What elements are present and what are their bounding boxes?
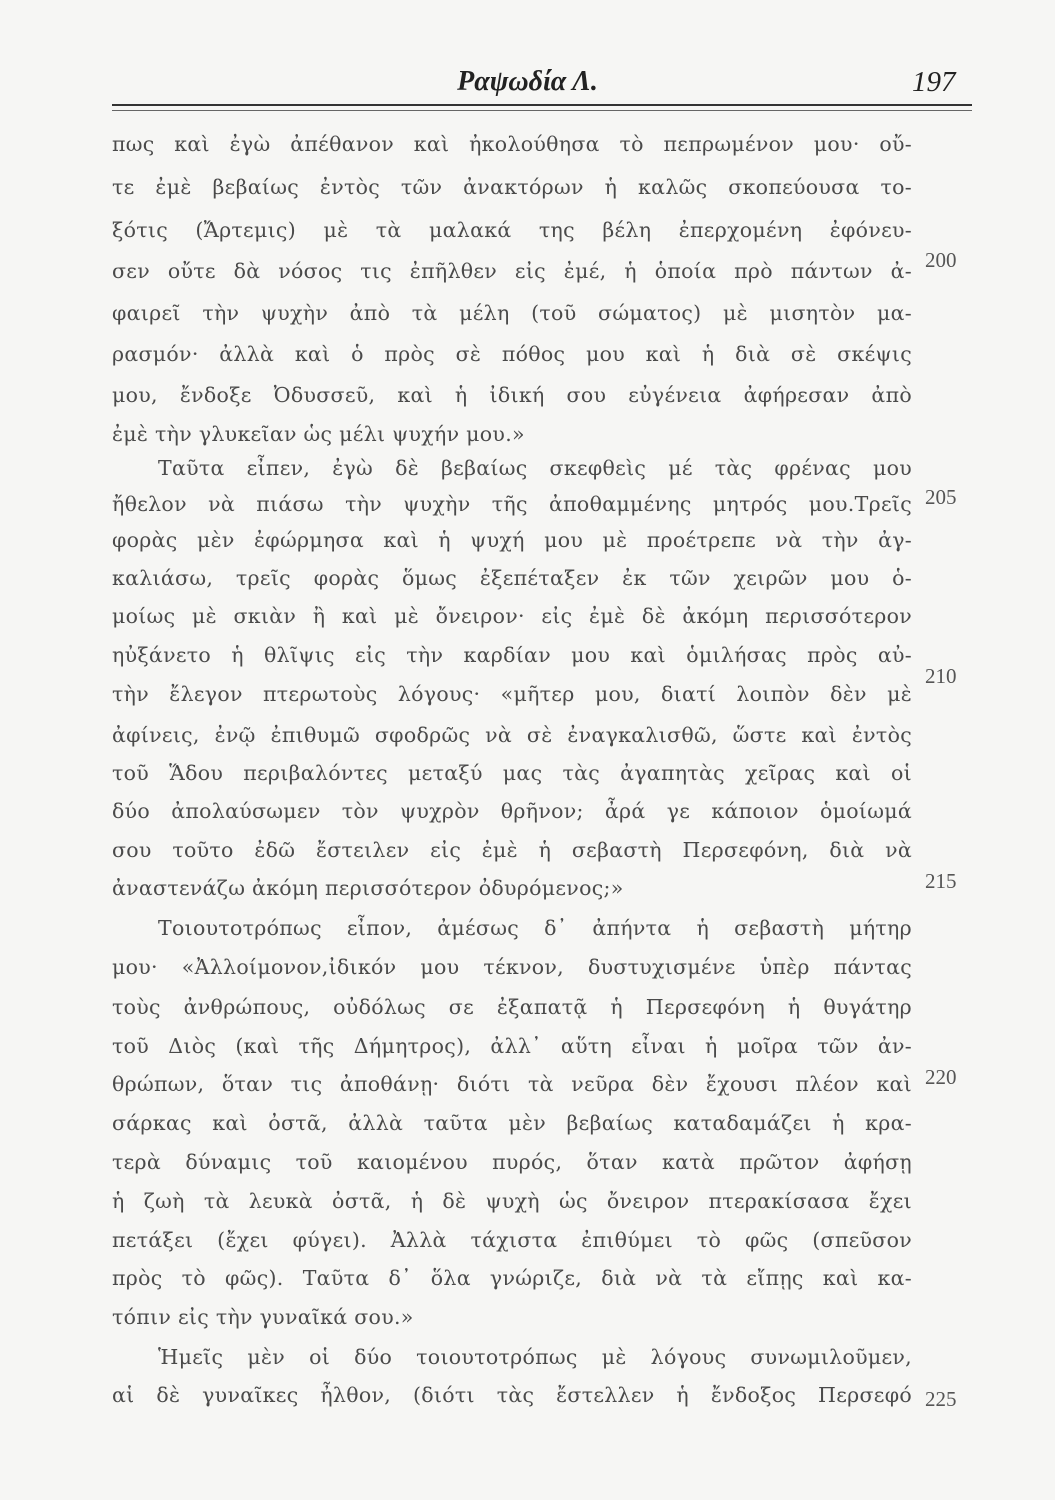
text-line: ἡ ζωὴ τὰ λευκὰ ὀστᾶ, ἡ δὲ ψυχὴ ὡς ὄνειρον πτερακίσασα ἔχει xyxy=(112,1189,912,1213)
text-line: τοῦ Ἅδου περιβαλόντες μεταξύ μας τὰς ἀγαπητὰς χεῖρας καὶ οἱ xyxy=(112,761,912,785)
text-line: τοὺς ἀνθρώπους, οὐδόλως σε ἐξαπατᾷ ἡ Περσεφόνη ἡ θυγάτηρ xyxy=(112,995,912,1019)
text-line: πως καὶ ἐγὼ ἀπέθανον καὶ ἠκολούθησα τὸ πεπρωμένον μου· οὔ- xyxy=(112,132,912,156)
header-rule xyxy=(112,104,972,106)
text-line: Ἡμεῖς μὲν οἱ δύο τοιουτοτρόπως μὲ λόγους συνωμιλοῦμεν, xyxy=(158,1345,912,1369)
text-line: Ταῦτα εἶπεν, ἐγὼ δὲ βεβαίως σκεφθεὶς μέ τὰς φρένας μου xyxy=(158,456,912,480)
text-line: Τοιουτοτρόπως εἶπον, ἀμέσως δ᾽ ἀπήντα ἡ σεβαστὴ μήτηρ xyxy=(158,916,912,940)
text-line: ηὐξάνετο ἡ θλῖψις εἰς τὴν καρδίαν μου καὶ ὁμιλήσας πρὸς αὐ- xyxy=(112,643,912,667)
text-line: τὴν ἔλεγον πτερωτοὺς λόγους· «μῆτερ μου, διατί λοιπὸν δὲν μὲ xyxy=(112,682,912,706)
text-line: θρώπων, ὅταν τις ἀποθάνῃ· διότι τὰ νεῦρα δὲν ἔχουσι πλέον καὶ xyxy=(112,1072,912,1096)
header-rule-thin xyxy=(112,110,972,111)
text-line: καλιάσω, τρεῖς φορὰς ὅμως ἐξεπέταξεν ἐκ τῶν χειρῶν μου ὁ- xyxy=(112,566,912,590)
text-line: ξότις (Ἄρτεμις) μὲ τὰ μαλακά της βέλη ἐπερχομένη ἐφόνευ- xyxy=(112,218,912,242)
text-line: πετάξει (ἔχει φύγει). Ἀλλὰ τάχιστα ἐπιθύμει τὸ φῶς (σπεῦσον xyxy=(112,1228,912,1252)
text-line: ἤθελον νὰ πιάσω τὴν ψυχὴν τῆς ἀποθαμμένης μητρός μου.Τρεῖς xyxy=(112,492,912,516)
text-line: τόπιν εἰς τὴν γυναῖκά σου.» xyxy=(112,1305,414,1329)
text-line: πρὸς τὸ φῶς). Ταῦτα δ᾽ ὅλα γνώριζε, διὰ νὰ τὰ εἴπῃς καὶ κα- xyxy=(112,1266,912,1290)
text-line: μου, ἔνδοξε Ὀδυσσεῦ, καὶ ἡ ἰδική σου εὐγένεια ἀφήρεσαν ἀπὸ xyxy=(112,383,912,407)
text-line: ἀναστενάζω ἀκόμη περισσότερον ὀδυρόμενος;» xyxy=(112,876,624,900)
line-number: 225 xyxy=(925,1387,957,1411)
text-line: σου τοῦτο ἐδῶ ἔστειλεν εἰς ἐμὲ ἡ σεβαστὴ Περσεφόνη, διὰ νὰ xyxy=(112,838,912,862)
text-line: ἀφίνεις, ἐνῷ ἐπιθυμῶ σφοδρῶς νὰ σὲ ἐναγκαλισθῶ, ὥστε καὶ ἐντὸς xyxy=(112,723,912,747)
text-line: σεν οὔτε δὰ νόσος τις ἐπῆλθεν εἰς ἐμέ, ἡ ὁποία πρὸ πάντων ἀ- xyxy=(112,259,912,283)
line-number: 200 xyxy=(925,248,957,272)
text-line: φαιρεῖ τὴν ψυχὴν ἀπὸ τὰ μέλη (τοῦ σώματος) μὲ μισητὸν μα- xyxy=(112,301,912,325)
text-line: τοῦ Διὸς (καὶ τῆς Δήμητρος), ἀλλ᾽ αὕτη εἶναι ἡ μοῖρα τῶν ἀν- xyxy=(112,1034,912,1058)
text-line: τε ἐμὲ βεβαίως ἐντὸς τῶν ἀνακτόρων ἡ καλῶς σκοπεύουσα το- xyxy=(112,175,912,199)
text-line: σάρκας καὶ ὀστᾶ, ἀλλὰ ταῦτα μὲν βεβαίως καταδαμάζει ἡ κρα- xyxy=(112,1111,912,1135)
text-line: δύο ἀπολαύσωμεν τὸν ψυχρὸν θρῆνον; ἆρά γε κάποιον ὁμοίωμά xyxy=(112,799,912,823)
text-line: τερὰ δύναμις τοῦ καιομένου πυρός, ὅταν κατὰ πρῶτον ἀφήσῃ xyxy=(112,1150,912,1174)
line-number: 220 xyxy=(925,1065,957,1089)
text-line: ρασμόν· ἀλλὰ καὶ ὁ πρὸς σὲ πόθος μου καὶ ἡ διὰ σὲ σκέψις xyxy=(112,342,912,366)
line-number: 210 xyxy=(925,664,957,688)
page-number: 197 xyxy=(912,66,956,98)
rhapsody-title: Ραψωδία Λ. xyxy=(457,66,598,97)
text-line: ἐμὲ τὴν γλυκεῖαν ὡς μέλι ψυχήν μου.» xyxy=(112,422,525,446)
line-number: 215 xyxy=(925,869,957,893)
text-line: μοίως μὲ σκιὰν ἢ καὶ μὲ ὄνειρον· εἰς ἐμὲ δὲ ἀκόμη περισσότερον xyxy=(112,604,912,628)
text-line: αἱ δὲ γυναῖκες ἦλθον, (διότι τὰς ἔστελλεν ἡ ἔνδοξος Περσεφό xyxy=(112,1383,912,1407)
text-line: μου· «Ἀλλοίμονον,ἰδικόν μου τέκνον, δυστυχισμένε ὑπὲρ πάντας xyxy=(112,955,912,979)
text-line: φορὰς μὲν ἐφώρμησα καὶ ἡ ψυχή μου μὲ προέτρεπε νὰ τὴν ἀγ- xyxy=(112,528,912,552)
line-number: 205 xyxy=(925,485,957,509)
